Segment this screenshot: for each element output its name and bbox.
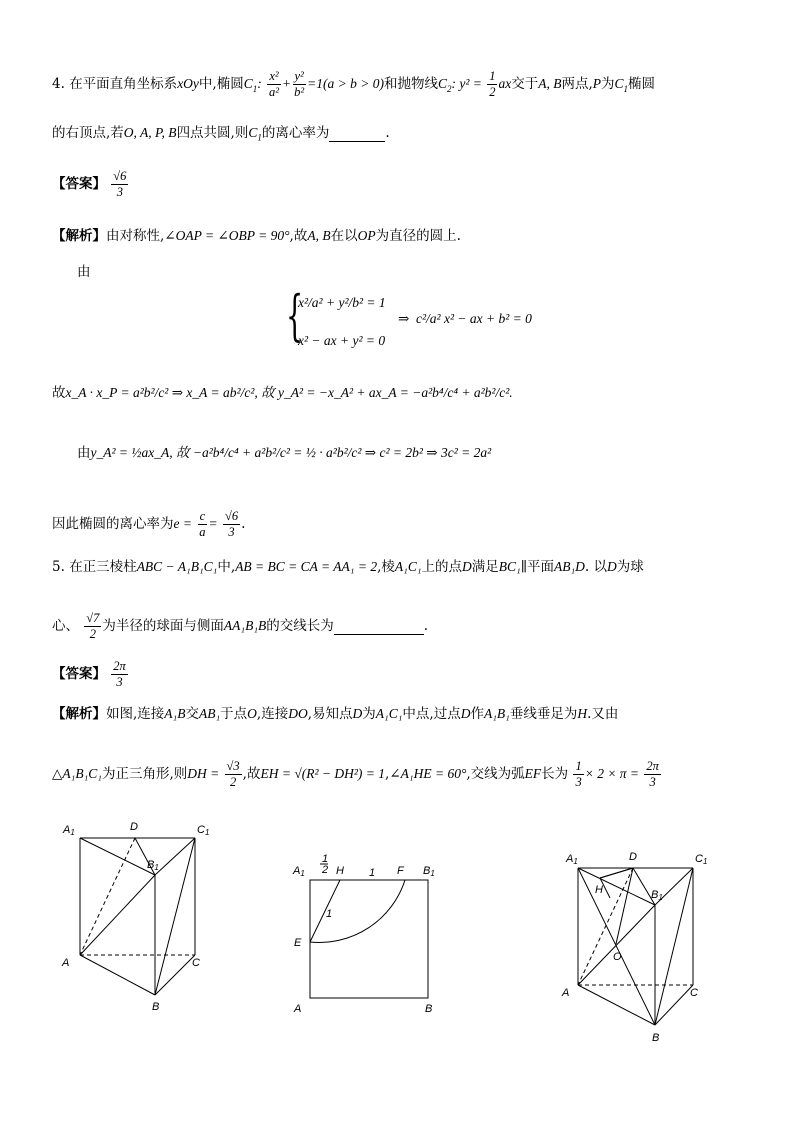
fig1-label-b: B [152, 1001, 160, 1013]
fig2-label-f: F [397, 865, 404, 877]
q4-sys-result: c²/a² x² − ax + b² = 0 [416, 311, 532, 326]
fig2-one-top: 1 [369, 867, 376, 879]
fig2-label-a: A [294, 1003, 302, 1015]
q4-sys-arrow: ⇒ [398, 311, 410, 326]
q4-frac-result: $\frac{√6}{3}$ [224, 509, 239, 540]
q4-brace: { [286, 284, 304, 347]
q4-text: 在以 [330, 228, 358, 244]
q4-c1b-sub: 1 [623, 83, 629, 94]
q5-frac-dh: $\frac{√3}{2}$ [226, 759, 240, 790]
analysis-tag: 【解析】 [52, 228, 106, 244]
fig1-label-d: D [130, 821, 138, 833]
fig3-label-h: H [595, 884, 603, 896]
q4-text: 在平面直角坐标系 [69, 76, 178, 93]
q5-parallel: ∥ [520, 559, 527, 574]
q4-eq: = [208, 516, 218, 532]
q4-text: 因此椭圆的离心率为 [52, 516, 174, 533]
q4-eq1: =1(a > b > 0) [307, 76, 384, 92]
q4-c1-sub: 1 [252, 83, 258, 94]
q4-c2: C [437, 76, 447, 92]
q5-prism: ABC − A₁B₁C₁ [136, 559, 218, 574]
fig2-label-b1: B1 [423, 865, 435, 878]
q4-answer-frac: $\frac{√6}{3}$ [113, 169, 127, 200]
q4-ab: A, B [538, 76, 562, 92]
q4-text: 故 [52, 385, 66, 401]
q4-sys-eq2: x² − ax + y² = 0 [298, 333, 386, 348]
q5-answer-frac: $\frac{2\pi}{3}$ [113, 659, 126, 690]
fig2-half-num: 1 [322, 853, 329, 865]
q4-c1: C [243, 76, 253, 92]
q4-ab: A, B [307, 228, 331, 243]
answer-tag: 【答案】 [52, 176, 106, 193]
fig2-label-e: E [294, 937, 302, 949]
analysis-tag: 【解析】 [52, 706, 106, 722]
q5-analysis-line1: 【解析】如图,连接A₁B交AB₁于点O,连接DO,易知点D为A₁C₁中点,过点D作A₁B₁垂线垂足为H.又由 [52, 706, 619, 722]
q4-xoy: xOy [177, 76, 199, 92]
fig3-label-a1: A1 [566, 853, 578, 866]
q4-e: e = [173, 516, 192, 532]
fig1-label-c: C [192, 957, 200, 969]
q5-bc1: BC₁ [498, 559, 521, 574]
q5-frac-radius: $\frac{√7}{2}$ [86, 611, 100, 642]
q5-edges: AB = BC = CA = AA₁ = 2 [235, 559, 378, 574]
q4-op: OP [357, 228, 376, 243]
q4-text: 为 [601, 76, 615, 93]
q4-angles: ∠OAP = ∠OBP = 90° [164, 228, 290, 243]
q5-number: 5. [52, 559, 65, 575]
q5-text: 上的点 [421, 559, 463, 575]
q4-frac-ca: $\frac{c}{a}$ [199, 509, 206, 540]
q4-ya-derivation: y_A² = ½ax_A, 故 −a²b⁴/c⁴ + a²b²/c² = ½ · a²b²/c² ⇒ c² = 2b² ⇒ 3c² = 2a² [90, 445, 492, 460]
fig1-label-b1: B1 [147, 859, 159, 872]
q4-text: 椭圆 [628, 76, 656, 93]
q5-text: 在正三棱柱 [69, 559, 137, 575]
q5-analysis-line2: △A₁B₁C₁为正三角形,则DH = $\frac{√3}{2}$ ,故EH = √(R² − DH²) = 1,∠A₁HE = 60°,交线为弧EF长为 $\frac{1}{3}$ × 2 × π = $\frac{2\pi}{3}$ [52, 759, 659, 790]
fig2-label-a1: A1 [293, 865, 305, 878]
q5-text: 满足 [471, 559, 499, 575]
q4-c2-eq: : y² = [451, 76, 482, 92]
answer-tag: 【答案】 [52, 666, 106, 683]
q5-frac-result: $\frac{2\pi}{3}$ [646, 759, 659, 790]
q4-text: . [385, 125, 390, 141]
fig3-label-b1: B1 [651, 889, 663, 902]
q5-d: D [607, 559, 617, 574]
q4-c1c-sub: 1 [257, 132, 262, 143]
fig1-label-a: A [62, 957, 70, 969]
q4-text: . [241, 516, 246, 533]
fig1-label-a1: A1 [63, 824, 75, 837]
q4-text: ,故 [289, 228, 308, 244]
q4-c1b: C [614, 76, 624, 92]
q5-face: AA₁B₁B [223, 618, 267, 634]
q4-text: 由 [77, 264, 91, 280]
q5-frac-third: $\frac{1}{3}$ [575, 759, 582, 790]
q4-text: 为直径的圆上. [375, 228, 461, 244]
q5-text: 中, [217, 559, 236, 575]
q4-text: 和抛物线 [383, 76, 438, 93]
q5-text: . [423, 618, 429, 635]
q5-text: 为球 [616, 559, 644, 575]
q4-text: 由对称性, [106, 228, 165, 244]
q4-c1c: C [248, 125, 258, 140]
q5-d: D [462, 559, 472, 574]
q5-ab1d: AB₁D [553, 559, 585, 574]
q4-number: 4. [52, 76, 65, 93]
q5-text: 的交线长为 [266, 618, 334, 635]
q4-text: 四点共圆,则 [176, 125, 249, 141]
q4-text: 的右顶点,若 [52, 125, 124, 141]
q4-colon: : [257, 76, 262, 92]
q5-text: 平面 [526, 559, 554, 575]
q4-p: P [592, 76, 601, 92]
fig3-label-c1: C1 [695, 853, 708, 866]
q5-a1c1: A₁C₁ [394, 559, 422, 574]
q4-text: 的离心率为 [261, 125, 330, 141]
q4-oapb: O, A, P, B [123, 125, 177, 140]
fig3-label-c: C [690, 987, 698, 999]
q5-text: . 以 [584, 559, 607, 575]
q5-text: 心、 [52, 618, 79, 635]
q4-text: 两点, [561, 76, 593, 93]
q4-frac-half: $\frac{1}{2}$ [489, 69, 496, 100]
q5-text: 为半径的球面与侧面 [102, 618, 224, 635]
fig2-half-den: 2 [322, 864, 329, 876]
fig2-one-side: 1 [326, 908, 333, 920]
q4-sys-eq1: x²/a² + y²/b² = 1 [298, 295, 386, 310]
q4-frac-y: $\frac{\text{y²}}{\text{b²}}$ [294, 69, 305, 100]
fig3-label-b: B [652, 1032, 660, 1044]
q4-text: 由 [77, 445, 91, 461]
fig3-label-a: A [562, 987, 570, 999]
fig2-label-b: B [425, 1003, 433, 1015]
q4-text: 中,椭圆 [198, 76, 244, 93]
fig2-label-h: H [336, 865, 344, 877]
q4-xa-derivation: x_A · x_P = a²b²/c² ⇒ x_A = ab²/c², 故 y_A² = −x_A² + ax_A = −a²b⁴/c⁴ + a²b²/c². [65, 385, 513, 400]
fig1-label-c1: C1 [197, 824, 210, 837]
q4-ax: ax [498, 76, 512, 92]
q4-text: 交于 [511, 76, 539, 93]
q5-text: ,棱 [377, 559, 395, 575]
q4-frac-x: $\frac{\text{x²}}{\text{a²}}$ [269, 69, 280, 100]
fig3-label-o: O [613, 951, 622, 963]
q4-c2-sub: 2 [447, 83, 452, 94]
q4-plus: + [282, 76, 292, 92]
fig3-label-d: D [629, 851, 637, 863]
